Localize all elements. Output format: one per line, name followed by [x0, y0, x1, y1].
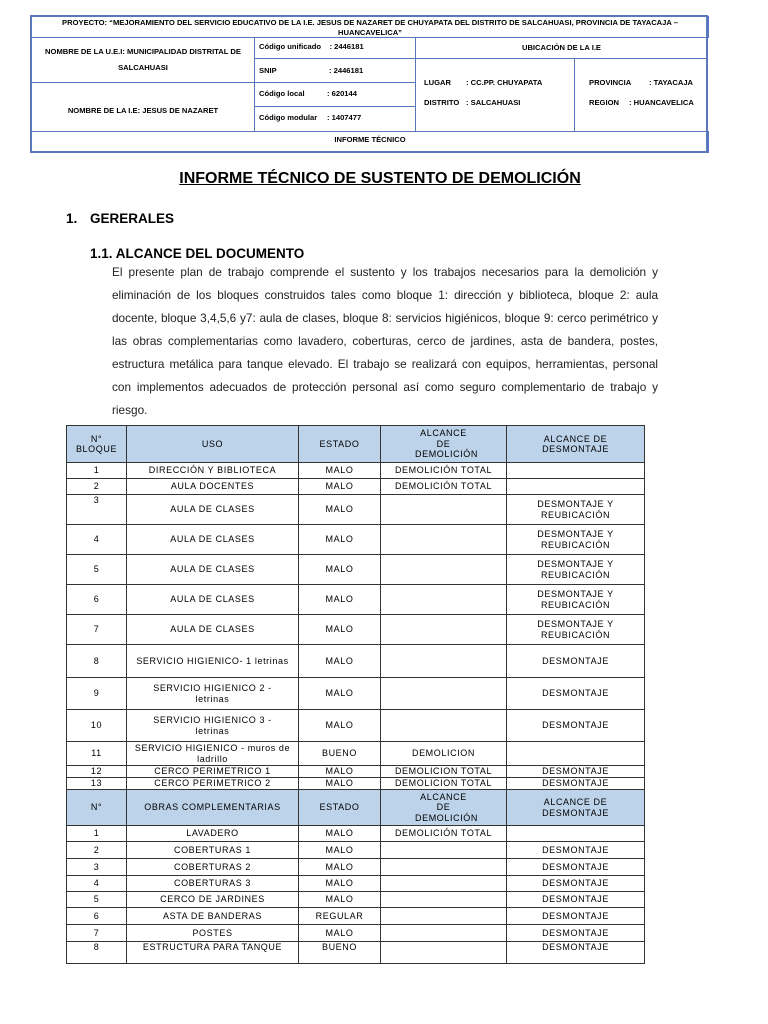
- table-cell: 13: [67, 778, 127, 790]
- distrito-value: : SALCAHUASI: [466, 98, 521, 107]
- col-header: OBRAS COMPLEMENTARIAS: [127, 790, 299, 826]
- table-cell: [381, 710, 507, 742]
- table-row: [67, 615, 645, 645]
- codigo-modular-value: : 1407477: [327, 113, 362, 122]
- table-cell: MALO: [299, 495, 381, 525]
- section-number: 1.: [66, 211, 78, 226]
- table-row: [67, 876, 645, 892]
- table-cell: MALO: [299, 463, 381, 479]
- table-cell: MALO: [299, 876, 381, 892]
- table-cell: LAVADERO: [127, 826, 299, 842]
- table-cell: 6: [67, 908, 127, 925]
- table-row: [67, 942, 645, 964]
- table-cell: DESMONTAJE: [507, 645, 645, 678]
- col-header: ALCANCE DE DESMONTAJE: [507, 790, 645, 826]
- table-row: [67, 925, 645, 942]
- table-cell: AULA DE CLASES: [127, 555, 299, 585]
- table-cell: AULA DE CLASES: [127, 585, 299, 615]
- table-cell: [507, 479, 645, 495]
- table-cell: AULA DE CLASES: [127, 525, 299, 555]
- snip-label: SNIP: [259, 66, 277, 75]
- codigo-unificado-cell: [254, 37, 416, 59]
- table-cell: COBERTURAS 3: [127, 876, 299, 892]
- lugar-value: : CC.PP. CHUYAPATA: [466, 78, 543, 87]
- table-cell: DEMOLICIÓN TOTAL: [381, 826, 507, 842]
- table-cell: MALO: [299, 525, 381, 555]
- table-cell: DEMOLICION TOTAL: [381, 778, 507, 790]
- table-cell: 6: [67, 585, 127, 615]
- distrito-label: DISTRITO: [424, 98, 460, 107]
- table-cell: MALO: [299, 585, 381, 615]
- codigo-local-value: : 620144: [327, 89, 357, 98]
- table-row: [67, 859, 645, 876]
- table-cell: [381, 645, 507, 678]
- table-cell: MALO: [299, 859, 381, 876]
- table-cell: DESMONTAJE Y REUBICACIÓN: [507, 555, 645, 585]
- table-cell: 11: [67, 742, 127, 766]
- table-cell: POSTES: [127, 925, 299, 942]
- table-cell: DESMONTAJE: [507, 778, 645, 790]
- table-cell: BUENO: [299, 942, 381, 964]
- table-cell: 2: [67, 842, 127, 859]
- codigo-modular-label: Código modular: [259, 113, 318, 122]
- table-cell: SERVICIO HIGIENICO - muros de ladrillo: [127, 742, 299, 766]
- codigo-local-cell: [254, 82, 416, 107]
- snip-cell: [254, 58, 416, 83]
- table-cell: DESMONTAJE Y REUBICACIÓN: [507, 525, 645, 555]
- table-cell: MALO: [299, 555, 381, 585]
- table-cell: [381, 525, 507, 555]
- table-cell: DESMONTAJE: [507, 678, 645, 710]
- table-cell: DESMONTAJE Y REUBICACIÓN: [507, 585, 645, 615]
- table-cell: [381, 555, 507, 585]
- table-cell: 7: [67, 615, 127, 645]
- col-header: N° BLOQUE: [67, 426, 127, 463]
- table-cell: MALO: [299, 766, 381, 778]
- col-header: ALCANCE DE DESMONTAJE: [507, 426, 645, 463]
- table-row: [67, 678, 645, 710]
- table-cell: DEMOLICION TOTAL: [381, 766, 507, 778]
- subsection-heading: 1.1. ALCANCE DEL DOCUMENTO: [90, 246, 305, 261]
- col-header: ESTADO: [299, 426, 381, 463]
- table-row: [67, 742, 645, 766]
- table-cell: MALO: [299, 615, 381, 645]
- table-cell: MALO: [299, 826, 381, 842]
- table-cell: 1: [67, 826, 127, 842]
- table-cell: MALO: [299, 710, 381, 742]
- table-row: [67, 525, 645, 555]
- table-cell: 2: [67, 479, 127, 495]
- table-cell: 1: [67, 463, 127, 479]
- document-header: [30, 15, 708, 153]
- table-cell: [507, 826, 645, 842]
- table-row: [67, 766, 645, 778]
- table-cell: 9: [67, 678, 127, 710]
- col-header: ALCANCE DE DEMOLICIÓN: [381, 790, 507, 826]
- table-cell: 4: [67, 525, 127, 555]
- table-cell: COBERTURAS 2: [127, 859, 299, 876]
- table-cell: [381, 495, 507, 525]
- table-cell: 10: [67, 710, 127, 742]
- codigo-unificado-label: Código unificado: [259, 42, 322, 51]
- table-cell: DESMONTAJE: [507, 925, 645, 942]
- table-cell: 7: [67, 925, 127, 942]
- snip-value: : 2446181: [329, 66, 364, 75]
- table-row: [67, 463, 645, 479]
- table-cell: DESMONTAJE: [507, 908, 645, 925]
- uei-name: NOMBRE DE LA U.E.I: MUNICIPALIDAD DISTRITAL DE SALCAHUASI: [31, 37, 255, 83]
- table-cell: SERVICIO HIGIENICO 3 - letrinas: [127, 710, 299, 742]
- table-header-row: [67, 790, 645, 826]
- codigo-local-label: Código local: [259, 89, 305, 98]
- table-cell: DESMONTAJE: [507, 859, 645, 876]
- table-cell: SERVICIO HIGIENICO- 1 letrinas: [127, 645, 299, 678]
- table-row: [67, 710, 645, 742]
- table-row: [67, 479, 645, 495]
- table-cell: MALO: [299, 645, 381, 678]
- demolition-table: [66, 425, 645, 964]
- body-paragraph: El presente plan de trabajo comprende el sustento y los trabajos necesarios para la demolición y eliminación de los bloques construidos tales como bloque 1: dirección y biblioteca, bloque 2: aula docente, bloque 3,4,5,6 y7: aula de clases, bloque 8: servicios higiénicos, bloque 9: cerco perimétrico y las obras complementarias como lavadero, coberturas, cerco de jardines, asta de bandera, postes, estructura metálica para tanque elevado. El trabajo se realizará con equipos, herramientas, personal con implementos adecuados de protección personal así como seguro complementario de trabajo y riesgo.: [112, 265, 658, 417]
- table-cell: DESMONTAJE Y REUBICACIÓN: [507, 615, 645, 645]
- col-header: ALCANCE DE DEMOLICIÓN: [381, 426, 507, 463]
- table-cell: 8: [67, 942, 127, 964]
- table-header-row: [67, 426, 645, 463]
- col-header: N°: [67, 790, 127, 826]
- table-cell: [381, 842, 507, 859]
- table-cell: [381, 892, 507, 908]
- table-cell: [381, 908, 507, 925]
- table-cell: MALO: [299, 479, 381, 495]
- table-cell: ASTA DE BANDERAS: [127, 908, 299, 925]
- table-cell: MALO: [299, 842, 381, 859]
- table-cell: [381, 925, 507, 942]
- table-cell: DEMOLICIÓN TOTAL: [381, 463, 507, 479]
- col-header: ESTADO: [299, 790, 381, 826]
- table-cell: [381, 876, 507, 892]
- table-cell: AULA DOCENTES: [127, 479, 299, 495]
- col-header: USO: [127, 426, 299, 463]
- ie-name: NOMBRE DE LA I.E: JESUS DE NAZARET: [31, 82, 255, 132]
- table-row: [67, 495, 645, 525]
- table-cell: AULA DE CLASES: [127, 495, 299, 525]
- table-cell: DESMONTAJE Y REUBICACIÓN: [507, 495, 645, 525]
- table-cell: CERCO PERIMETRICO 1: [127, 766, 299, 778]
- codigo-modular-cell: [254, 106, 416, 132]
- table-cell: MALO: [299, 925, 381, 942]
- table-row: [67, 778, 645, 790]
- table-row: [67, 645, 645, 678]
- table-cell: DIRECCIÓN Y BIBLIOTECA: [127, 463, 299, 479]
- table-cell: DESMONTAJE: [507, 892, 645, 908]
- lugar-label: LUGAR: [424, 78, 451, 87]
- table-cell: REGULAR: [299, 908, 381, 925]
- table-cell: BUENO: [299, 742, 381, 766]
- table-cell: 4: [67, 876, 127, 892]
- provincia-region-cell: [574, 58, 708, 132]
- table-row: [67, 585, 645, 615]
- region-row: [589, 93, 707, 113]
- provincia-value: : TAYACAJA: [649, 78, 694, 87]
- table-cell: [507, 742, 645, 766]
- table-cell: [381, 678, 507, 710]
- table-cell: [381, 942, 507, 964]
- table-cell: DEMOLICION: [381, 742, 507, 766]
- section-heading-1: [66, 211, 174, 226]
- table-cell: 3: [67, 495, 127, 525]
- table-cell: MALO: [299, 778, 381, 790]
- table-cell: CERCO PERIMETRICO 2: [127, 778, 299, 790]
- table-row: [67, 842, 645, 859]
- table-cell: [507, 463, 645, 479]
- table-row: [67, 908, 645, 925]
- section-label: GERERALES: [90, 211, 175, 226]
- region-label: REGION: [589, 98, 619, 107]
- table-cell: 5: [67, 555, 127, 585]
- table-cell: [381, 859, 507, 876]
- table-cell: CERCO DE JARDINES: [127, 892, 299, 908]
- codigo-unificado-value: : 2446181: [329, 42, 364, 51]
- lugar-distrito-cell: [415, 58, 575, 132]
- table-cell: [381, 585, 507, 615]
- informe-tecnico-label: INFORME TÉCNICO: [31, 131, 709, 153]
- distrito-row: [424, 93, 574, 113]
- document-title: INFORME TÉCNICO DE SUSTENTO DE DEMOLICIÓN: [179, 170, 581, 187]
- table-cell: SERVICIO HIGIENICO 2 - letrinas: [127, 678, 299, 710]
- table-cell: DESMONTAJE: [507, 766, 645, 778]
- table-cell: 8: [67, 645, 127, 678]
- table-cell: 3: [67, 859, 127, 876]
- lugar-row: [424, 73, 574, 93]
- table-cell: AULA DE CLASES: [127, 615, 299, 645]
- table-cell: DESMONTAJE: [507, 842, 645, 859]
- table-cell: DEMOLICIÓN TOTAL: [381, 479, 507, 495]
- provincia-row: [589, 73, 707, 93]
- table-cell: 5: [67, 892, 127, 908]
- table-cell: DESMONTAJE: [507, 710, 645, 742]
- table-cell: 12: [67, 766, 127, 778]
- table-cell: [381, 615, 507, 645]
- table-cell: MALO: [299, 678, 381, 710]
- table-cell: DESMONTAJE: [507, 942, 645, 964]
- ubicacion-title: UBICACIÓN DE LA I.E: [415, 37, 708, 59]
- table-cell: COBERTURAS 1: [127, 842, 299, 859]
- table-row: [67, 892, 645, 908]
- region-value: : HUANCAVELICA: [629, 98, 694, 107]
- table-cell: MALO: [299, 892, 381, 908]
- table-cell: ESTRUCTURA PARA TANQUE: [127, 942, 299, 964]
- provincia-label: PROVINCIA: [589, 78, 632, 87]
- table-row: [67, 555, 645, 585]
- table-row: [67, 826, 645, 842]
- project-title: PROYECTO: “MEJORAMIENTO DEL SERVICIO EDUCATIVO DE LA I.E. JESUS DE NAZARET DE CHUYAPATA DEL DISTRITO DE SALCAHUASI, PROVINCIA DE TAYACAJA – HUANCAVELICA”: [31, 16, 709, 38]
- table-cell: DESMONTAJE: [507, 876, 645, 892]
